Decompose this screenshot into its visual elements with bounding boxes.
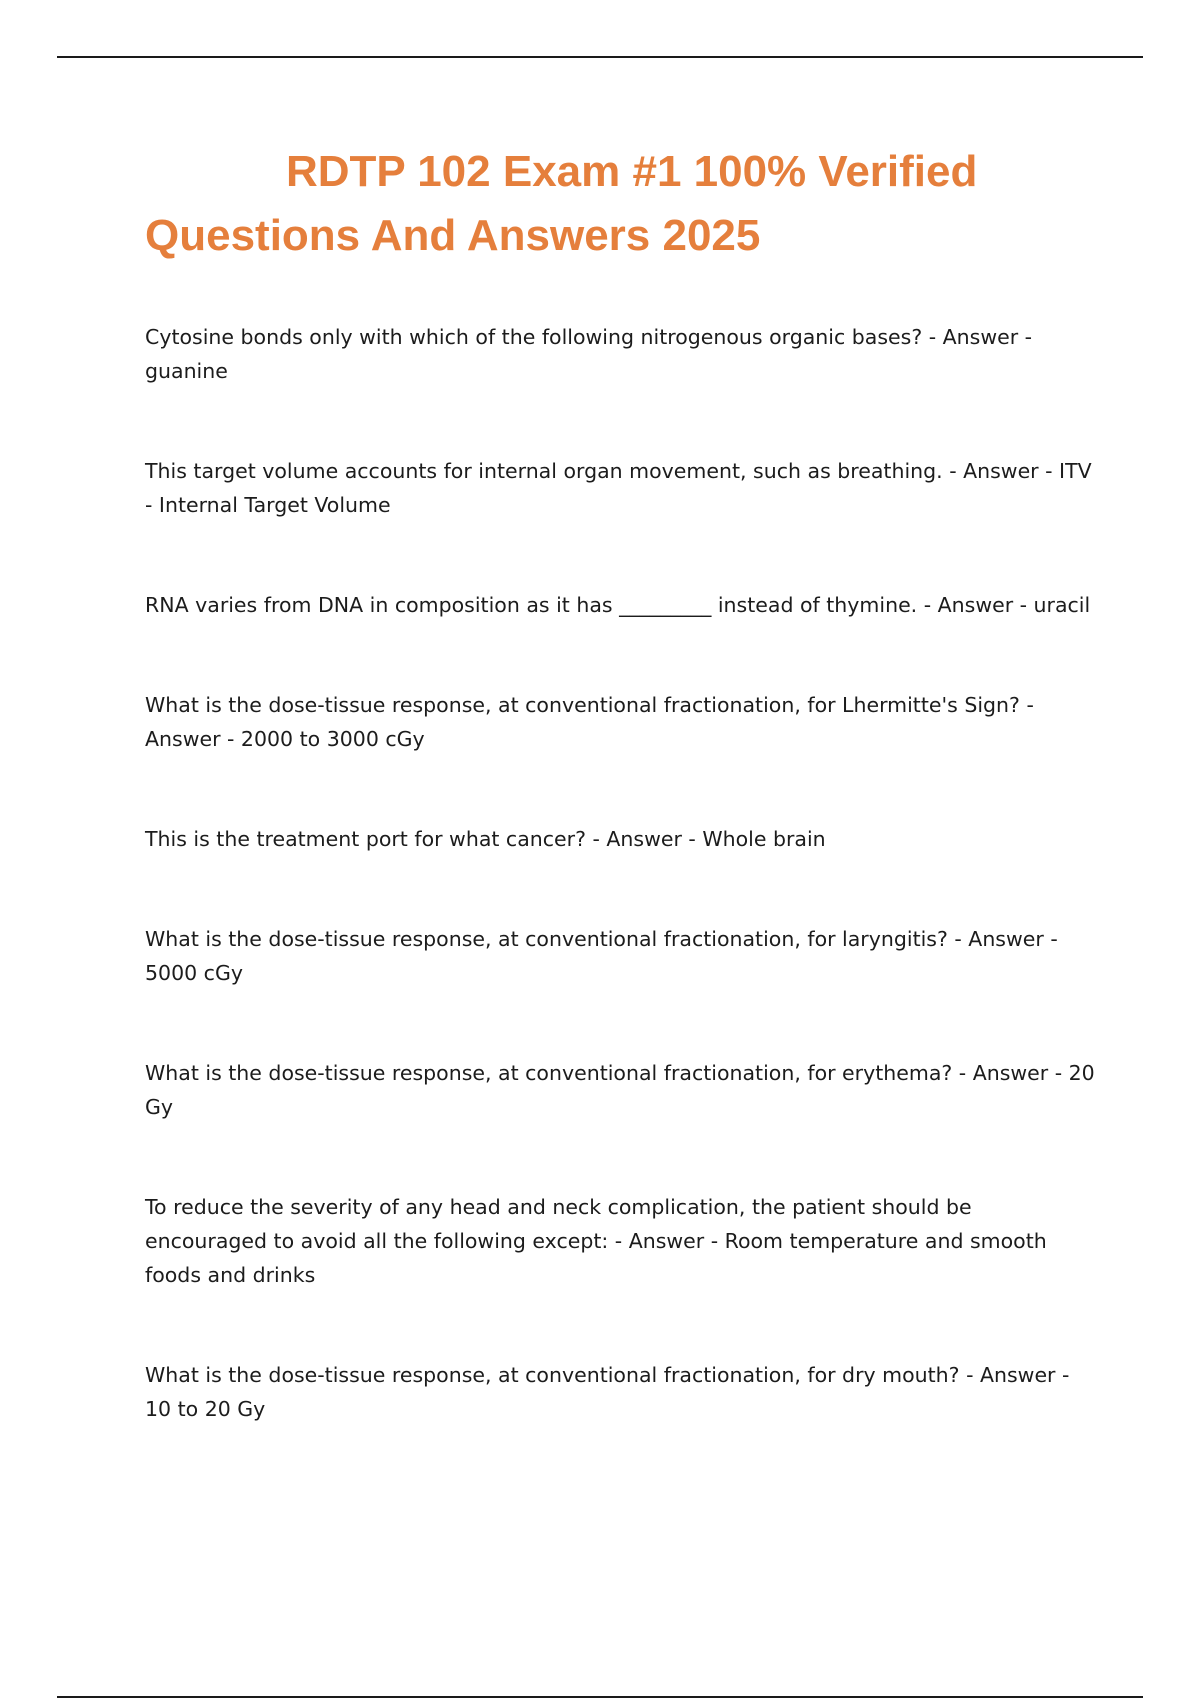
document-title: RDTP 102 Exam #1 100% Verified Questions And Answers 2025 bbox=[145, 147, 978, 260]
qa-item: To reduce the severity of any head and neck complication, the patient should be encouraged to avoid all the following except: - Answer - Room temperature and smooth foods and drinks bbox=[145, 1195, 1054, 1287]
qa-item: What is the dose-tissue response, at conventional fractionation, for laryngitis? - Answer - 5000 cGy bbox=[145, 927, 1065, 985]
qa-item: This target volume accounts for internal organ movement, such as breathing. - Answer - ITV - Internal Target Volume bbox=[145, 459, 1099, 517]
qa-list bbox=[145, 320, 1100, 1426]
bottom-divider bbox=[57, 1696, 1143, 1698]
qa-item: This is the treatment port for what cancer? - Answer - Whole brain bbox=[145, 827, 826, 851]
qa-item: What is the dose-tissue response, at conventional fractionation, for dry mouth? - Answer - 10 to 20 Gy bbox=[145, 1363, 1076, 1421]
qa-item: What is the dose-tissue response, at conventional fractionation, for erythema? - Answer - 20 Gy bbox=[145, 1061, 1102, 1119]
top-divider bbox=[57, 56, 1143, 58]
qa-item: Cytosine bonds only with which of the following nitrogenous organic bases? - Answer - guanine bbox=[145, 325, 1039, 383]
qa-item: RNA varies from DNA in composition as it has _________ instead of thymine. - Answer - uracil bbox=[145, 593, 1091, 617]
qa-item: What is the dose-tissue response, at conventional fractionation, for Lhermitte's Sign? - Answer - 2000 to 3000 cGy bbox=[145, 693, 1041, 751]
